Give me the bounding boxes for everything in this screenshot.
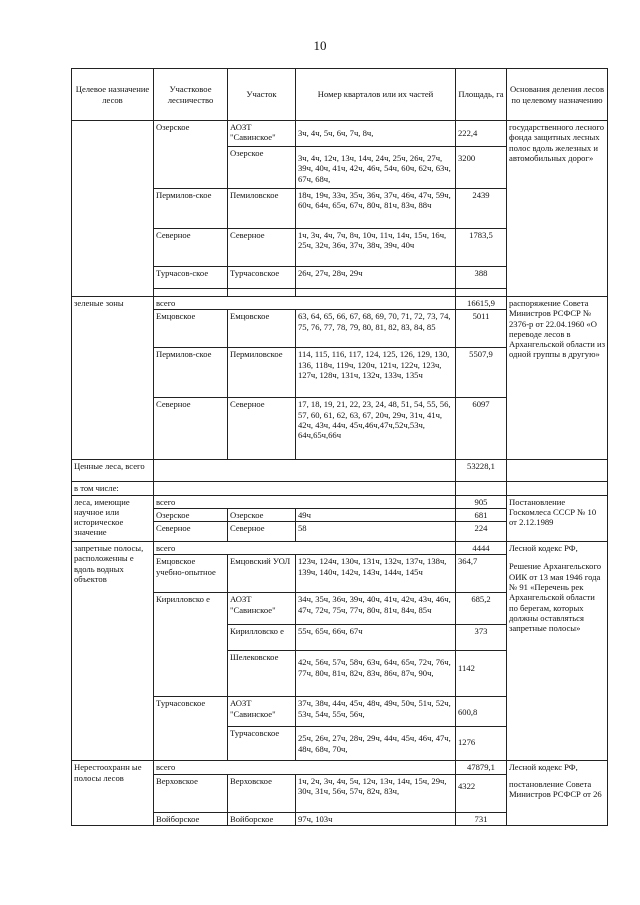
purpose-cell: зеленые зоны	[72, 297, 154, 460]
basis-line-1: Лесной кодекс РФ,	[509, 762, 578, 773]
forestry-cell: Северное	[154, 398, 228, 460]
header-purpose: Целевое назначение лесов	[72, 69, 154, 121]
area-cell: 1142	[456, 651, 507, 697]
forestry-cell: Озерское	[154, 508, 228, 521]
total-area: 53228,1	[456, 460, 507, 482]
total-label: всего	[154, 297, 456, 310]
header-quarters: Номер кварталов или их частей	[296, 69, 456, 121]
quarters-cell: 26ч, 27ч, 28ч, 29ч	[296, 267, 456, 289]
quarters-cell: 55ч, 65ч, 66ч, 67ч	[296, 625, 456, 651]
area-cell: 388	[456, 267, 507, 289]
area-cell: 5011	[456, 310, 507, 348]
quarters-cell: 18ч, 19ч, 33ч, 35ч, 36ч, 37ч, 46ч, 47ч, 59ч, 60ч, 64ч, 65ч, 67ч, 80ч, 81ч, 83ч, 88ч	[296, 189, 456, 229]
site-cell: Шелековское	[228, 651, 296, 697]
quarters-cell: 58	[296, 522, 456, 542]
quarters-cell: 17, 18, 19, 21, 22, 23, 24, 48, 51, 54, 55, 56, 57, 60, 61, 62, 63, 67, 20ч, 29ч, 31ч, 41ч, 42ч, 43ч, 44ч, 45ч,46ч,47ч,52ч,53ч, 64ч,65ч,66ч	[296, 398, 456, 460]
area-cell: 1276	[456, 727, 507, 761]
quarters-cell: 25ч, 26ч, 27ч, 28ч, 29ч, 44ч, 45ч, 46ч, 47ч, 48ч, 68ч, 70ч,	[296, 727, 456, 761]
purpose-cell: леса, имеющие научное или историческое значение	[72, 495, 154, 542]
basis-line-2: постановление Совета Министров РСФСР от 26	[509, 778, 602, 800]
site-cell: Озерское	[228, 508, 296, 521]
total-area: 16615,9	[456, 297, 507, 310]
site-cell: Пермиловское	[228, 348, 296, 398]
forest-purpose-table	[71, 68, 608, 826]
area-cell: 224	[456, 522, 507, 542]
header-site: Участок	[228, 69, 296, 121]
forestry-cell: Северное	[154, 229, 228, 267]
forestry-cell: Верховское	[154, 774, 228, 812]
area-cell: 681	[456, 508, 507, 521]
table-row-total	[72, 761, 608, 774]
area-cell: 1783,5	[456, 229, 507, 267]
area-cell: 373	[456, 625, 507, 651]
quarters-cell: 3ч, 4ч, 5ч, 6ч, 7ч, 8ч,	[296, 121, 456, 147]
area-cell: 731	[456, 812, 507, 825]
area-cell: 5507,9	[456, 348, 507, 398]
quarters-cell: 49ч	[296, 508, 456, 521]
area-cell: 3200	[456, 147, 507, 189]
quarters-cell: 37ч, 38ч, 44ч, 45ч, 48ч, 49ч, 50ч, 51ч, 52ч, 53ч, 54ч, 55ч, 56ч,	[296, 697, 456, 727]
total-area: 47879,1	[456, 761, 507, 774]
site-cell: Емцовское	[228, 310, 296, 348]
area-cell: 685,2	[456, 593, 507, 625]
purpose-cell: Нерестоохранн ые полосы лесов	[72, 761, 154, 826]
table-row-total	[72, 297, 608, 310]
area-cell: 364,7	[456, 555, 507, 593]
basis-cell	[507, 542, 608, 761]
purpose-cell: Ценные леса, всего	[72, 460, 154, 482]
site-cell: Турчасовское	[228, 727, 296, 761]
forestry-cell: Озерское	[154, 121, 228, 189]
basis-cell: распоряжение Совета Министров РСФСР № 2376-р от 22.04.1960 «О переводе лесов в Архангельской области из одной группы в другую»	[507, 297, 608, 460]
site-cell: Северное	[228, 522, 296, 542]
header-area: Площадь, га	[456, 69, 507, 121]
area-cell: 2439	[456, 189, 507, 229]
forestry-cell: Пермилов-ское	[154, 189, 228, 229]
table-row	[72, 121, 608, 147]
site-cell: АОЗТ "Савинское"	[228, 593, 296, 625]
purpose-cell	[72, 121, 154, 297]
table-row-total	[72, 460, 608, 482]
including-label: в том числе:	[72, 482, 154, 495]
forestry-cell: Войборское	[154, 812, 228, 825]
site-cell: Северное	[228, 398, 296, 460]
basis-line-2: Решение Архангельского ОИК от 13 мая 1946 года № 91 «Перечень рек Архангельской области по берегам, которых должны оставляться запретные полосы»	[509, 561, 602, 634]
quarters-cell: 97ч, 103ч	[296, 812, 456, 825]
total-area: 4444	[456, 542, 507, 555]
site-cell: Войборское	[228, 812, 296, 825]
site-cell: АОЗТ "Савинское"	[228, 121, 296, 147]
quarters-cell: 63, 64, 65, 66, 67, 68, 69, 70, 71, 72, 73, 74, 75, 76, 77, 78, 79, 80, 81, 82, 83, 84, 85	[296, 310, 456, 348]
table-header-row	[72, 69, 608, 121]
site-cell: Пемиловское	[228, 189, 296, 229]
quarters-cell: 42ч, 56ч, 57ч, 58ч, 63ч, 64ч, 65ч, 72ч, 76ч, 77ч, 80ч, 81ч, 82ч, 83ч, 86ч, 87ч, 90ч,	[296, 651, 456, 697]
header-forestry: Участковое лесничество	[154, 69, 228, 121]
forestry-cell: Пермилов-ское	[154, 348, 228, 398]
forestry-cell: Турчасов-ское	[154, 267, 228, 289]
total-label: всего	[154, 495, 456, 508]
table-row-total	[72, 542, 608, 555]
quarters-cell: 123ч, 124ч, 130ч, 131ч, 132ч, 137ч, 138ч, 139ч, 140ч, 142ч, 143ч, 144ч, 145ч	[296, 555, 456, 593]
quarters-cell: 3ч, 4ч, 12ч, 13ч, 14ч, 24ч, 25ч, 26ч, 27ч, 39ч, 40ч, 41ч, 42ч, 46ч, 54ч, 60ч, 62ч, 63ч, 67ч, 68ч,	[296, 147, 456, 189]
site-cell: Северное	[228, 229, 296, 267]
total-area: 905	[456, 495, 507, 508]
basis-cell: Постановление Госкомлеса СССР № 10 от 2.12.1989	[507, 495, 608, 542]
basis-cell: государственного лесного фонда защитных лесных полос вдоль железных и автомобильных дорог»	[507, 121, 608, 297]
forestry-cell: Емцовское	[154, 310, 228, 348]
forestry-cell: Емцовское учебно-опытное	[154, 555, 228, 593]
area-cell: 600,8	[456, 697, 507, 727]
site-cell: Кирилловско е	[228, 625, 296, 651]
table-row-total	[72, 495, 608, 508]
header-basis: Основания деления лесов по целевому назначению	[507, 69, 608, 121]
site-cell: Емцовский УОЛ	[228, 555, 296, 593]
area-cell: 4322	[456, 774, 507, 812]
page-number: 10	[313, 38, 327, 53]
basis-cell	[507, 761, 608, 826]
quarters-cell: 114, 115, 116, 117, 124, 125, 126, 129, 130, 136, 118ч, 119ч, 120ч, 121ч, 122ч, 123ч, 127ч, 128ч, 131ч, 132ч, 133ч, 135ч	[296, 348, 456, 398]
site-cell: Верховское	[228, 774, 296, 812]
total-label: всего	[154, 761, 456, 774]
purpose-cell: запретные полосы, расположенны е вдоль водных объектов	[72, 542, 154, 761]
area-cell: 222,4	[456, 121, 507, 147]
forestry-cell: Турчасовское	[154, 697, 228, 761]
site-cell: Турчасовское	[228, 267, 296, 289]
basis-line-1: Лесной кодекс РФ,	[509, 543, 578, 554]
forestry-cell: Кирилловско е	[154, 593, 228, 697]
quarters-cell: 1ч, 2ч, 3ч, 4ч, 5ч, 12ч, 13ч, 14ч, 15ч, 29ч, 30ч, 31ч, 56ч, 57ч, 82ч, 83ч,	[296, 774, 456, 812]
quarters-cell: 1ч, 3ч, 4ч, 7ч, 8ч, 10ч, 11ч, 14ч, 15ч, 16ч, 25ч, 32ч, 36ч, 37ч, 38ч, 39ч, 40ч	[296, 229, 456, 267]
table-row	[72, 482, 608, 495]
forestry-cell: Северное	[154, 522, 228, 542]
site-cell: Озерское	[228, 147, 296, 189]
area-cell: 6097	[456, 398, 507, 460]
total-label: всего	[154, 542, 456, 555]
site-cell: АОЗТ "Савинское"	[228, 697, 296, 727]
quarters-cell: 34ч, 35ч, 36ч, 39ч, 40ч, 41ч, 42ч, 43ч, 46ч, 47ч, 72ч, 75ч, 77ч, 80ч, 81ч, 84ч, 85ч	[296, 593, 456, 625]
